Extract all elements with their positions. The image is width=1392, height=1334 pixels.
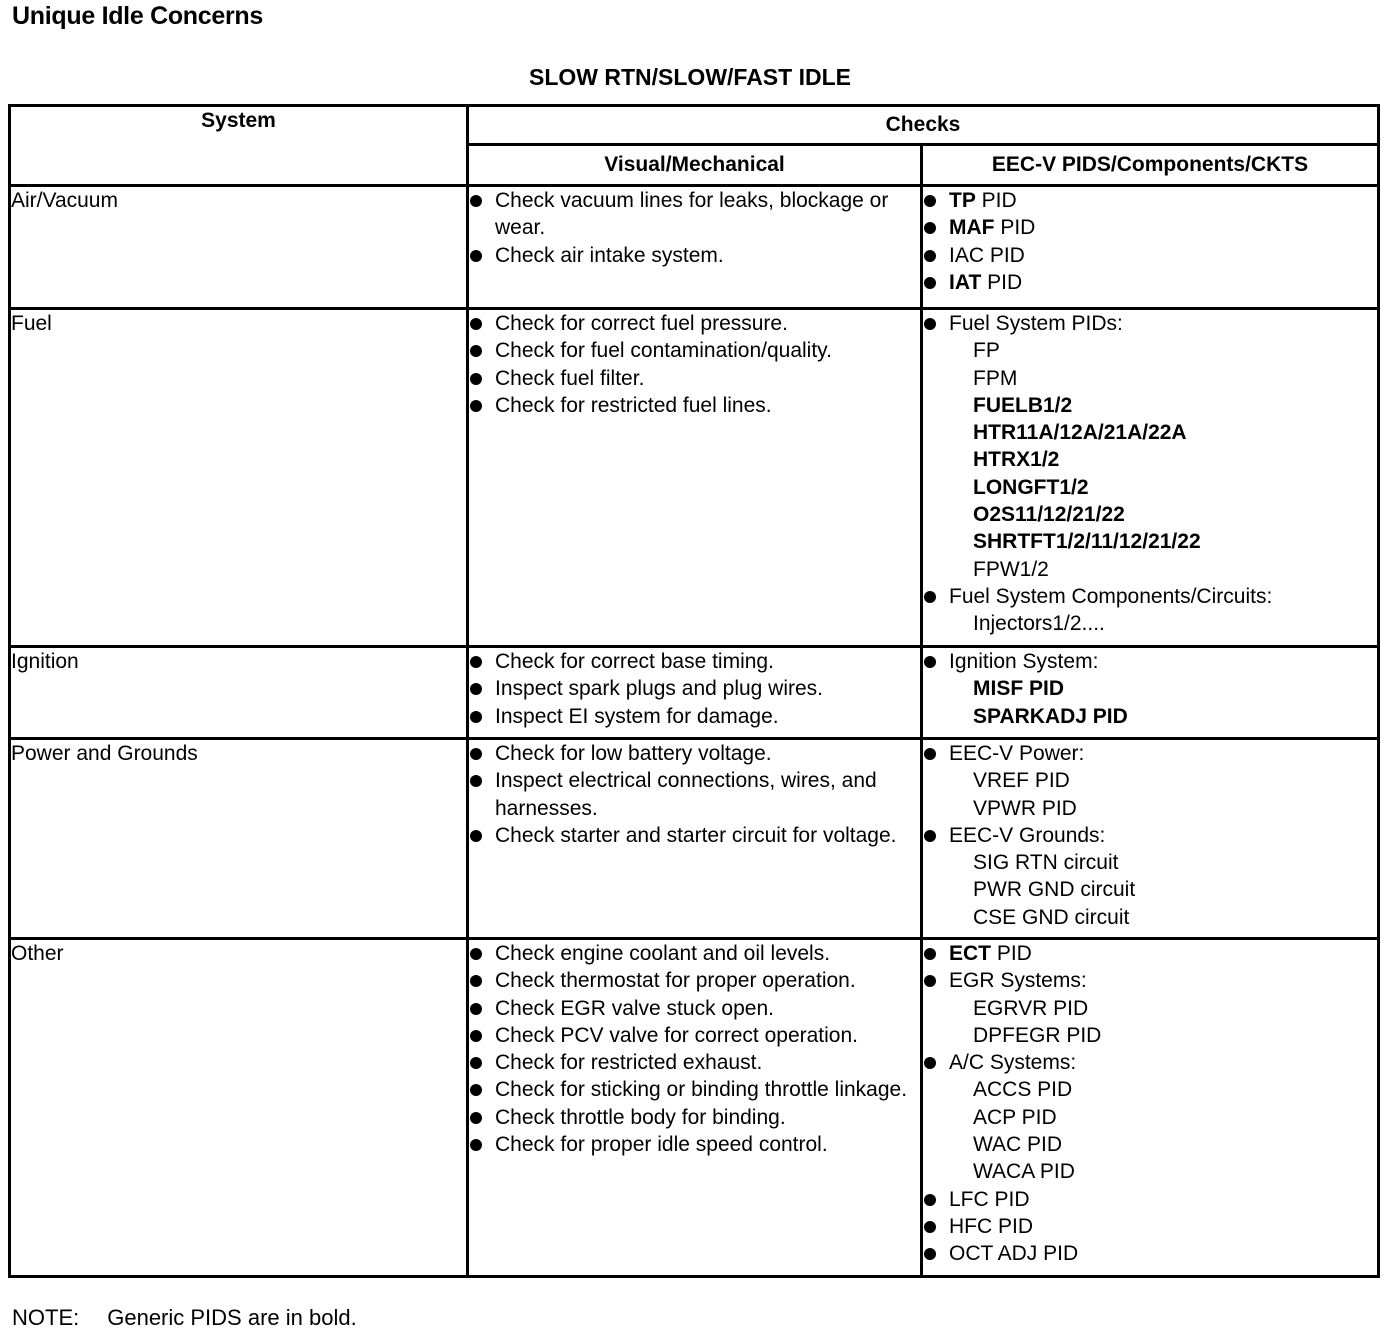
sub-pid-item <box>923 1022 1377 1049</box>
check-item: Check for restricted fuel lines. <box>469 392 920 419</box>
sub-pid-item <box>923 501 1377 528</box>
pid-text: PID <box>981 270 1023 294</box>
visual-mechanical-cell <box>468 647 922 739</box>
sub-pid-item <box>923 795 1377 822</box>
sub-pid-item <box>923 528 1377 555</box>
pid-text: SIG RTN circuit <box>973 851 1119 875</box>
visual-mechanical-cell <box>468 309 922 647</box>
check-item: Check EGR valve stuck open. <box>469 995 920 1022</box>
table-row <box>10 939 1379 1277</box>
generic-pid-name: HTRX1/2 <box>973 448 1060 472</box>
check-item: Check for proper idle speed control. <box>469 1131 920 1158</box>
check-item: Check air intake system. <box>469 242 920 269</box>
table-title: SLOW RTN/SLOW/FAST IDLE <box>529 64 851 90</box>
pid-text: VREF PID <box>973 769 1070 793</box>
pid-item <box>923 1186 1377 1213</box>
check-item: Check for sticking or binding throttle linkage. <box>469 1076 920 1103</box>
check-item: Check throttle body for binding. <box>469 1104 920 1131</box>
eec-pids-cell <box>922 739 1379 939</box>
note-text: Generic PIDS are in bold. <box>107 1305 357 1330</box>
generic-pid-name: LONGFT1/2 <box>973 475 1089 499</box>
pid-item <box>923 1049 1377 1076</box>
sub-pid-item <box>923 446 1377 473</box>
sub-pid-item <box>923 767 1377 794</box>
pid-text: EEC-V Power: <box>949 742 1085 765</box>
check-list <box>469 940 920 1158</box>
eec-pids-cell <box>922 647 1379 739</box>
pid-text: VPWR PID <box>973 796 1077 820</box>
pid-text: ACCS PID <box>973 1078 1073 1102</box>
sub-pid-item <box>923 1158 1377 1185</box>
generic-pid-name: IAT <box>949 270 982 294</box>
pid-item <box>923 822 1377 849</box>
check-list <box>469 310 920 419</box>
visual-mechanical-cell <box>468 739 922 939</box>
pid-item <box>923 1240 1377 1267</box>
checks-header: Checks <box>468 106 1379 145</box>
system-cell: Other <box>10 939 468 1277</box>
page-title: Unique Idle Concerns <box>12 2 263 30</box>
check-item: Inspect electrical connections, wires, and harnesses. <box>469 767 920 822</box>
system-column-header: System <box>10 106 468 186</box>
check-item: Check for correct fuel pressure. <box>469 310 920 337</box>
system-cell: Air/Vacuum <box>10 186 468 309</box>
check-item: Check for correct base timing. <box>469 648 920 675</box>
table-row <box>10 739 1379 939</box>
generic-pid-name: HTR11A/12A/21A/22A <box>973 421 1187 445</box>
pid-item <box>923 310 1377 337</box>
pid-item <box>923 648 1377 675</box>
visual-mechanical-header: Visual/Mechanical <box>468 145 922 186</box>
pid-item <box>923 1213 1377 1240</box>
sub-pid-item <box>923 419 1377 446</box>
check-list <box>469 740 920 849</box>
check-item: Inspect EI system for damage. <box>469 703 920 730</box>
generic-pid-name: O2S11/12/21/22 <box>973 503 1125 527</box>
pid-list <box>923 187 1377 296</box>
generic-pid-name: MISF PID <box>973 677 1065 701</box>
sub-pid-item <box>923 995 1377 1022</box>
pid-text: EGRVR PID <box>973 996 1089 1020</box>
pid-text: FP <box>973 339 1000 363</box>
pid-item <box>923 940 1377 967</box>
pid-text: PWR GND circuit <box>973 878 1136 902</box>
visual-mechanical-cell <box>468 939 922 1277</box>
generic-pid-name: TP <box>949 189 976 212</box>
system-cell: Fuel <box>10 309 468 647</box>
pid-item <box>923 967 1377 994</box>
note-label: NOTE: <box>12 1305 80 1330</box>
check-item: Check for fuel contamination/quality. <box>469 337 920 364</box>
check-item: Check thermostat for proper operation. <box>469 967 920 994</box>
pid-text: EGR Systems: <box>949 969 1087 993</box>
check-item: Check engine coolant and oil levels. <box>469 940 920 967</box>
generic-pid-name: ECT <box>949 942 991 965</box>
pid-text: DPFEGR PID <box>973 1023 1102 1047</box>
check-list <box>469 187 920 269</box>
generic-pid-name: SHRTFT1/2/11/12/21/22 <box>973 530 1201 554</box>
system-cell: Power and Grounds <box>10 739 468 939</box>
system-cell: Ignition <box>10 647 468 739</box>
pid-item <box>923 187 1377 214</box>
sub-pid-item <box>923 556 1377 583</box>
pid-list <box>923 310 1377 638</box>
pid-text: OCT ADJ PID <box>949 1242 1079 1266</box>
pid-item <box>923 583 1377 610</box>
sub-pid-item <box>923 474 1377 501</box>
pid-item <box>923 740 1377 767</box>
sub-pid-item <box>923 849 1377 876</box>
pid-item <box>923 269 1377 296</box>
pid-text: FPW1/2 <box>973 557 1049 581</box>
visual-mechanical-cell <box>468 186 922 309</box>
pid-text: Injectors1/2.... <box>973 612 1105 636</box>
pid-list <box>923 740 1377 931</box>
pid-text: WACA PID <box>973 1160 1075 1184</box>
idle-concerns-table <box>8 104 1380 1278</box>
pid-text: PID <box>975 189 1017 212</box>
table-body <box>10 186 1379 1277</box>
eec-pids-cell <box>922 309 1379 647</box>
sub-pid-item <box>923 904 1377 931</box>
pid-text: A/C Systems: <box>949 1051 1077 1075</box>
pid-text: Fuel System Components/Circuits: <box>949 584 1273 608</box>
pid-text: PID <box>994 216 1036 240</box>
pid-list <box>923 648 1377 730</box>
eec-pids-cell <box>922 939 1379 1277</box>
table-row <box>10 309 1379 647</box>
table-row <box>10 647 1379 739</box>
sub-pid-item <box>923 876 1377 903</box>
check-item: Inspect spark plugs and plug wires. <box>469 675 920 702</box>
pid-text: LFC PID <box>949 1187 1030 1211</box>
check-item: Check PCV valve for correct operation. <box>469 1022 920 1049</box>
pid-text: Fuel System PIDs: <box>949 312 1123 335</box>
check-item: Check fuel filter. <box>469 365 920 392</box>
check-item: Check for low battery voltage. <box>469 740 920 767</box>
pid-text: EEC-V Grounds: <box>949 823 1106 847</box>
sub-pid-item <box>923 365 1377 392</box>
check-item: Check for restricted exhaust. <box>469 1049 920 1076</box>
pid-text: WAC PID <box>973 1133 1063 1157</box>
check-item: Check vacuum lines for leaks, blockage or wear. <box>469 187 920 242</box>
pid-text: ACP PID <box>973 1105 1057 1129</box>
pid-text: Ignition System: <box>949 650 1099 673</box>
pid-list <box>923 940 1377 1268</box>
sub-pid-item <box>923 610 1377 637</box>
pid-text: PID <box>991 942 1032 965</box>
sub-pid-item <box>923 392 1377 419</box>
pid-text: IAC PID <box>949 243 1025 267</box>
sub-pid-item <box>923 675 1377 702</box>
check-list <box>469 648 920 730</box>
pid-text: HFC PID <box>949 1214 1033 1238</box>
eec-pids-cell <box>922 186 1379 309</box>
table-row <box>10 186 1379 309</box>
sub-pid-item <box>923 337 1377 364</box>
pid-item <box>923 242 1377 269</box>
note <box>12 1305 357 1331</box>
sub-pid-item <box>923 1104 1377 1131</box>
generic-pid-name: MAF <box>949 216 995 240</box>
pid-text: CSE GND circuit <box>973 905 1130 929</box>
check-item: Check starter and starter circuit for voltage. <box>469 822 920 849</box>
generic-pid-name: FUELB1/2 <box>973 393 1073 417</box>
sub-pid-item <box>923 703 1377 730</box>
eec-pids-header: EEC-V PIDS/Components/CKTS <box>922 145 1379 186</box>
pid-item <box>923 214 1377 241</box>
sub-pid-item <box>923 1131 1377 1158</box>
sub-pid-item <box>923 1076 1377 1103</box>
generic-pid-name: SPARKADJ PID <box>973 704 1128 728</box>
pid-text: FPM <box>973 366 1018 390</box>
